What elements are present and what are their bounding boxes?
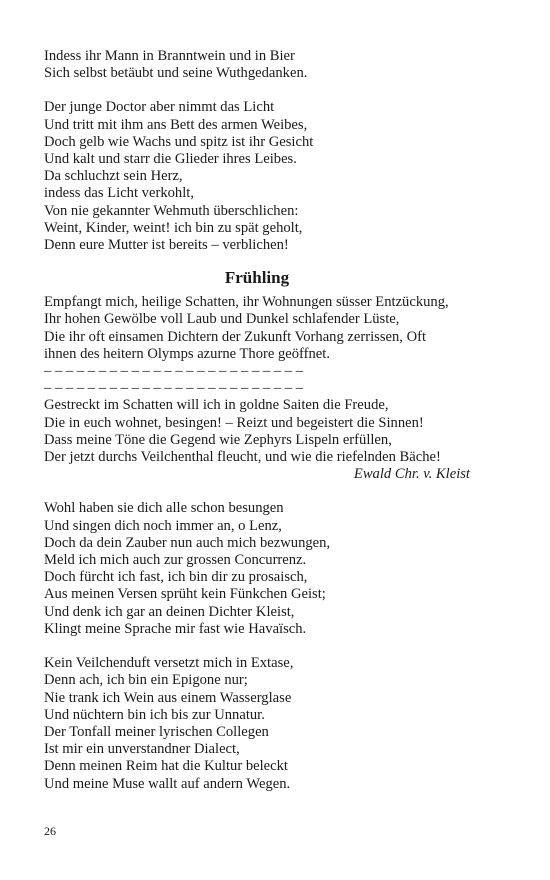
- verse-line: Meld ich mich auch zur grossen Concurrenz.: [44, 552, 307, 569]
- verse-line: Denn ach, ich bin ein Epigone nur;: [44, 672, 248, 689]
- verse-line: indess das Licht verkohlt,: [44, 185, 194, 202]
- verse-line: Und meine Muse wallt auf andern Wegen.: [44, 775, 291, 792]
- quote-line: Ihr hohen Gewölbe voll Laub und Dunkel schlafender Lüste,: [44, 311, 400, 328]
- verse-line: Sich selbst betäubt und seine Wuthgedanken.: [44, 65, 308, 82]
- verse-line: Und singen dich noch immer an, o Lenz,: [44, 517, 282, 534]
- verse-line: Indess ihr Mann in Branntwein und in Bier: [44, 48, 295, 64]
- verse-line: Ist mir ein unverstandner Dialect,: [44, 741, 240, 758]
- quote-attribution: Ewald Chr. v. Kleist: [353, 466, 470, 483]
- kleist-quote: [44, 294, 470, 483]
- verse-line: Doch da dein Zauber nun auch mich bezwungen,: [44, 534, 331, 551]
- verse-line: Da schluchzt sein Herz,: [44, 168, 183, 185]
- stanza-1: [44, 48, 470, 82]
- quote-line: Die in euch wohnet, besingen! – Reizt und begeistert die Sinnen!: [44, 414, 424, 431]
- quote-line: Die ihr oft einsamen Dichtern der Zukunft Vorhang zerrissen, Oft: [44, 328, 427, 345]
- quote-line: Dass meine Töne die Gegend wie Zephyrs Lispeln erfüllen,: [44, 431, 392, 448]
- verse-line: Doch gelb wie Wachs und spitz ist ihr Gesicht: [44, 133, 314, 150]
- verse-line: Doch fürcht ich fast, ich bin dir zu prosaisch,: [44, 569, 308, 586]
- dash-line: – – – – – – – – – – – – – – – – – – – – – – – –: [44, 380, 304, 397]
- verse-line: Denn meinen Reim hat die Kultur beleckt: [44, 758, 288, 775]
- verse-line: Von nie gekannter Wehmuth überschlichen:: [44, 202, 299, 219]
- verse-line: Klingt meine Sprache mir fast wie Havaïsch.: [44, 620, 307, 637]
- verse-line: Und kalt und starr die Glieder ihres Leibes.: [44, 151, 297, 168]
- verse-line: Denn eure Mutter ist bereits – verblichen!: [44, 237, 289, 254]
- verse-line: Kein Veilchenduft versetzt mich in Extase,: [44, 655, 294, 672]
- verse-line: Nie trank ich Wein aus einem Wasserglase: [44, 689, 292, 706]
- verse-line: Wohl haben sie dich alle schon besungen: [44, 500, 284, 517]
- page-body: [44, 48, 470, 793]
- verse-line: Aus meinen Versen sprüht kein Fünkchen Geist;: [44, 586, 326, 603]
- stanza-4: [44, 655, 470, 793]
- verse-line: Und tritt mit ihm ans Bett des armen Weibes,: [44, 116, 308, 133]
- page-number: 26: [44, 824, 56, 838]
- stanza-2: [44, 99, 470, 254]
- quote-line: Der jetzt durchs Veilchenthal fleucht, und wie die riefelnden Bäche!: [44, 449, 441, 466]
- quote-line: Empfangt mich, heilige Schatten, ihr Wohnungen süsser Entzückung,: [44, 294, 449, 311]
- verse-line: Der Tonfall meiner lyrischen Collegen: [44, 723, 269, 740]
- stanza-gap: [44, 638, 470, 655]
- verse-line: Und denk ich gar an deinen Dichter Kleist,: [44, 603, 295, 620]
- quote-line: ihnen des heitern Olymps azurne Thore geöffnet.: [44, 345, 330, 362]
- stanza-3: [44, 500, 470, 638]
- stanza-gap: [44, 483, 470, 500]
- dash-line: – – – – – – – – – – – – – – – – – – – – – – – –: [44, 363, 304, 380]
- verse-line: Der junge Doctor aber nimmt das Licht: [44, 99, 275, 116]
- verse-line: Und nüchtern bin ich bis zur Unnatur.: [44, 706, 265, 723]
- quote-line: Gestreckt im Schatten will ich in goldne Saiten die Freude,: [44, 397, 389, 414]
- stanza-gap: [44, 82, 470, 99]
- verse-line: Weint, Kinder, weint! ich bin zu spät geholt,: [44, 219, 303, 236]
- poem-title: Frühling: [224, 268, 290, 288]
